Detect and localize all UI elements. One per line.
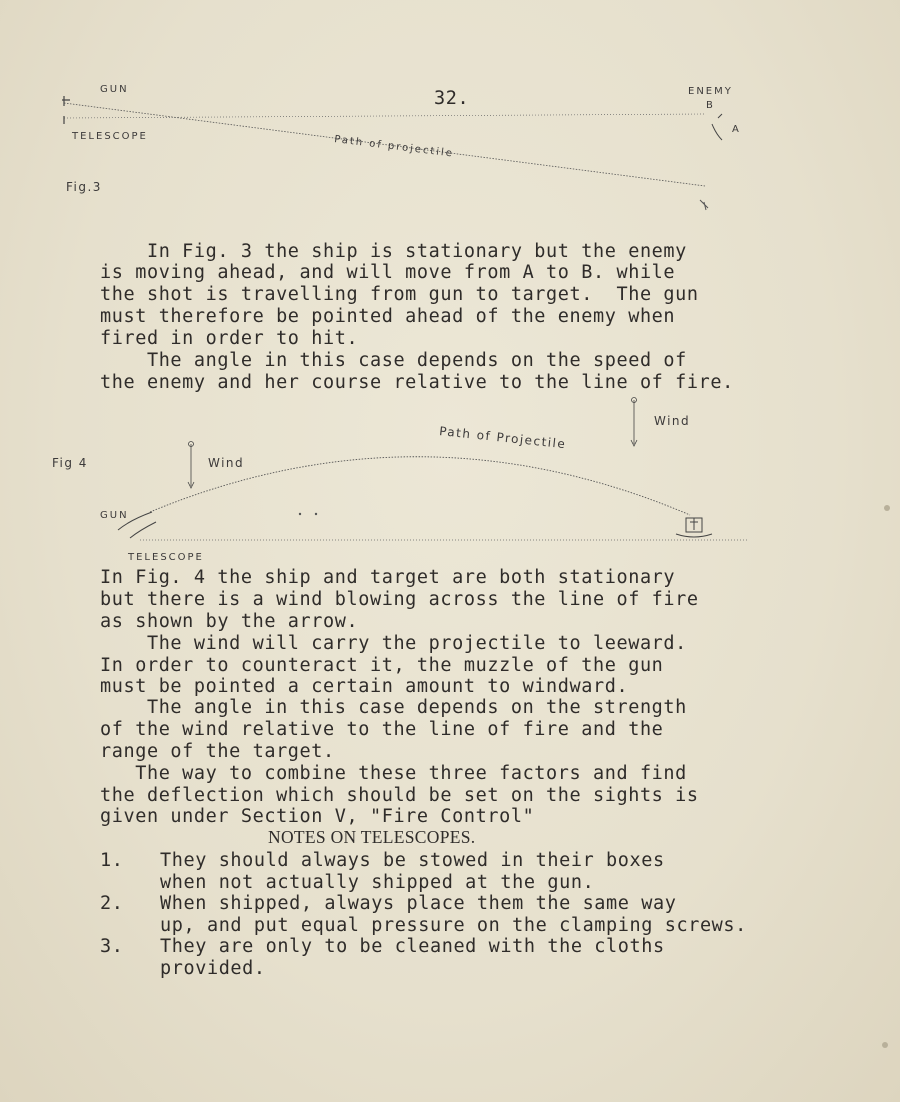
fig4-wind-right-label: Wind — [654, 414, 691, 428]
list-item-text: They are only to be cleaned with the cloths — [160, 936, 665, 957]
list-item-number: 2. — [100, 893, 124, 914]
text-line: of the wind relative to the line of fire and the — [100, 719, 664, 740]
fig3-gun-label: GUN — [100, 84, 129, 95]
text-line: given under Section V, "Fire Control" — [100, 806, 535, 827]
list-item-text: when not actually shipped at the gun. — [160, 872, 595, 893]
text-line: the shot is travelling from gun to target. The gun — [100, 284, 699, 305]
notes-heading: NOTES ON TELESCOPES. — [268, 827, 476, 847]
text-line: The angle in this case depends on the speed of — [100, 350, 687, 371]
text-line: the enemy and her course relative to the line of fire. — [100, 372, 734, 393]
fig3-enemy-label: ENEMY — [688, 86, 733, 97]
binding-hole — [882, 1042, 888, 1048]
text-line: is moving ahead, and will move from A to B. while — [100, 262, 676, 283]
text-line: In Fig. 3 the ship is stationary but the enemy — [100, 241, 687, 262]
list-item-text: provided. — [160, 958, 266, 979]
list-item-number: 3. — [100, 936, 124, 957]
fig4-wind-left-label: Wind — [208, 456, 245, 470]
text-line: The way to combine these three factors and find — [100, 763, 687, 784]
fig4-path-label: Path of Projectile — [438, 424, 567, 452]
text-line: In order to counteract it, the muzzle of the gun — [100, 655, 664, 676]
text-line: but there is a wind blowing across the line of fire — [100, 589, 699, 610]
text-line: as shown by the arrow. — [100, 611, 359, 632]
list-item-number: 1. — [100, 850, 124, 871]
fig3-label: Fig.3 — [66, 180, 102, 194]
list-item-text: up, and put equal pressure on the clamping screws. — [160, 915, 747, 936]
text-line: fired in order to hit. — [100, 328, 359, 349]
fig4-gun-label: GUN — [100, 510, 129, 521]
text-line: must therefore be pointed ahead of the enemy when — [100, 306, 676, 327]
text-line: the deflection which should be set on the sights is — [100, 785, 699, 806]
list-item-text: They should always be stowed in their boxes — [160, 850, 665, 871]
text-line: In Fig. 4 the ship and target are both stationary — [100, 567, 676, 588]
fig3-point-a: A — [732, 124, 741, 135]
fig3-telescope-label: TELESCOPE — [72, 131, 148, 142]
fig4-telescope-label: TELESCOPE — [128, 552, 204, 563]
text-line: The angle in this case depends on the strength — [100, 697, 687, 718]
fig3-path-label: Path of projectile — [333, 134, 455, 160]
fig3-point-b: B — [706, 100, 715, 111]
list-item-text: When shipped, always place them the same way — [160, 893, 677, 914]
text-line: range of the target. — [100, 741, 335, 762]
page-number: 32. — [434, 88, 470, 109]
text-line: The wind will carry the projectile to leeward. — [100, 633, 687, 654]
fig4-label: Fig 4 — [52, 456, 88, 470]
binding-hole — [884, 505, 890, 511]
text-line: must be pointed a certain amount to windward. — [100, 676, 629, 697]
